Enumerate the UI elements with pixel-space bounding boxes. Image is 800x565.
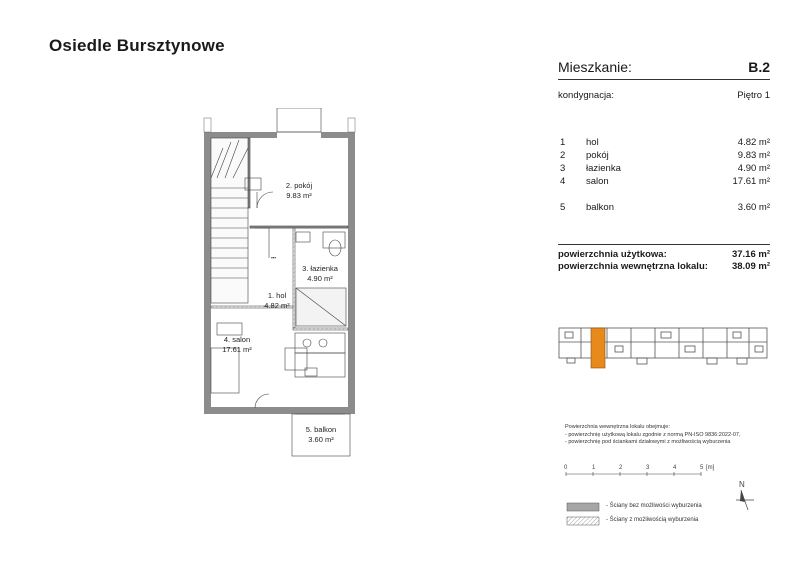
room-label: 5. balkon: [305, 425, 337, 434]
legend-solid-label: - Ściany bez możliwości wyburzenia: [606, 503, 702, 509]
room-number: 1: [560, 137, 566, 148]
legend-hatched-swatch: [567, 517, 599, 525]
compass-icon: [728, 478, 758, 514]
scale-tick-label: 5: [700, 465, 704, 471]
scale-bar: [563, 462, 723, 488]
room-area-label: 17.61 m²: [222, 345, 252, 354]
note-line: - powierzchnię użytkową lokalu zgodnie z normą PN-ISO 9836:2022-07,: [565, 431, 741, 438]
room-area-label: 3.60 m²: [308, 435, 334, 444]
scale-tick-label: 0: [564, 465, 568, 471]
building-key-plan: [557, 322, 771, 370]
room-area-label: 9.83 m²: [286, 191, 312, 200]
room-row: [558, 137, 770, 150]
room-row: [558, 176, 770, 189]
scale-tick-label: 1: [592, 465, 596, 471]
room-label: 2. pokój: [285, 181, 313, 190]
floor-label: kondygnacja:: [558, 90, 614, 101]
room-area: 9.83 m²: [737, 150, 770, 161]
selected-unit-highlight: [591, 328, 605, 368]
room-name: pokój: [586, 150, 609, 161]
compass-label: N: [739, 480, 745, 489]
legend-swatches: [566, 502, 602, 528]
svg-text:...: ...: [271, 254, 277, 260]
floor-plan: [195, 108, 370, 458]
room-row: [558, 163, 770, 176]
divider: [558, 79, 770, 80]
notes: [565, 424, 785, 447]
room-name: balkon: [586, 202, 614, 213]
internal-area-value: 38.09 m²: [731, 261, 770, 272]
scale-tick-label: 2: [619, 465, 623, 471]
apartment-label: Mieszkanie:: [558, 59, 632, 75]
room-row: [558, 202, 770, 215]
note-line: - powierzchnię pod ściankami działowymi z możliwością wyburzenia: [565, 439, 731, 445]
room-label: 3. łazienka: [302, 264, 338, 273]
usable-area-row: [558, 249, 770, 260]
room-area: 3.60 m²: [737, 202, 770, 213]
room-area: 4.82 m²: [737, 137, 770, 148]
room-area: 4.90 m²: [737, 163, 770, 174]
room-number: 3: [560, 163, 566, 174]
room-name: salon: [586, 176, 609, 187]
room-area-label: 4.90 m²: [307, 274, 333, 283]
legend-hatched-label: - Ściany z możliwością wyburzenia: [606, 517, 699, 523]
usable-area-label: powierzchnia użytkowa:: [558, 249, 667, 260]
room-number: 2: [560, 150, 566, 161]
scale-tick-label: 4: [673, 465, 677, 471]
page-title: Osiedle Bursztynowe: [49, 36, 225, 55]
legend-solid-swatch: [567, 503, 599, 511]
note-line: Powierzchnia wewnętrzna lokalu obejmuje:: [565, 424, 670, 430]
room-area-label: 4.82 m²: [264, 301, 290, 310]
room-number: 5: [560, 202, 566, 213]
usable-area-value: 37.16 m²: [731, 249, 770, 260]
staircase: [211, 138, 261, 303]
room-row: [558, 150, 770, 163]
room-label: 4. salon: [223, 335, 251, 344]
room-name: hol: [586, 137, 599, 148]
room-area: 17.61 m²: [732, 176, 770, 187]
divider: [558, 244, 770, 245]
internal-area-label: powierzchnia wewnętrzna lokalu:: [558, 261, 708, 272]
scale-tick-label: 3: [646, 465, 650, 471]
room-name: łazienka: [586, 163, 621, 174]
apartment-value: B.2: [748, 59, 770, 75]
internal-area-row: [558, 261, 770, 272]
room-label: 1. hol: [267, 291, 287, 300]
room-number: 4: [560, 176, 566, 187]
scale-unit: [m]: [706, 465, 715, 471]
floor-value: Piętro 1: [737, 90, 770, 101]
